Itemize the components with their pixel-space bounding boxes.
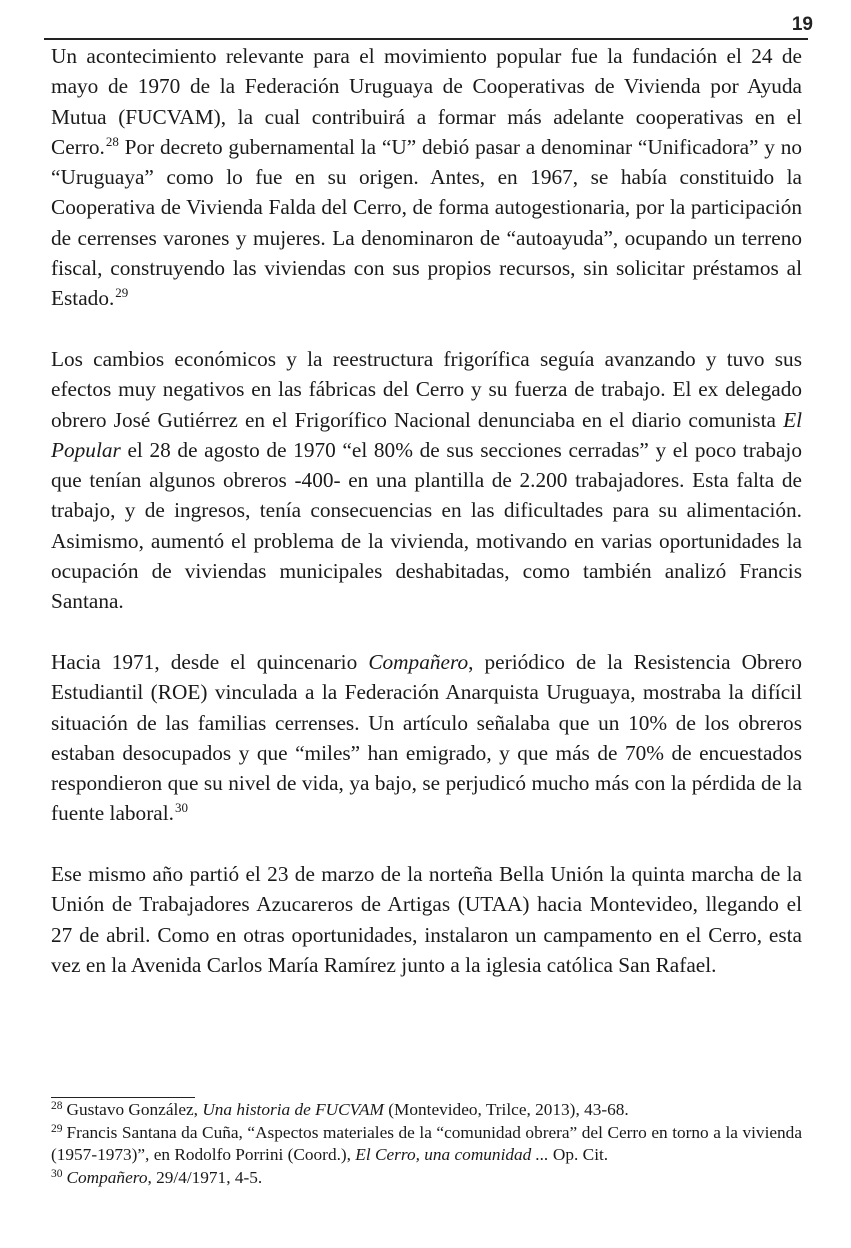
paragraph-1: [51, 41, 802, 314]
text-run: Op. Cit.: [548, 1145, 609, 1164]
publication-title: El Popular: [51, 407, 802, 462]
footnote-ref-28[interactable]: 28: [105, 133, 119, 149]
text-run: el 28 de agosto de 1970 “el 80% de sus secciones cerradas” y el poco trabajo que tenían algunos obreros -400- en una plantilla de 2.200 trabajadores. Esta falta de trabajo, y de ingresos, tenía consecuencias en las dificultades para su alimentación. Asimismo, aumentó el problema de la vivienda, motivando en varias oportunidades la ocupación de viviendas municipales deshabitadas, como también analizó Francis Santana.: [51, 437, 802, 614]
text-run: Gustavo González,: [66, 1100, 203, 1119]
text-run: Los cambios económicos y la reestructura frigorífica seguía avanzando y tuvo sus efectos muy negativos en las fábricas del Cerro y su fuerza de trabajo. El ex delegado obrero José Gutiérrez en el Frigorífico Nacional denunciaba en el diario comunista: [51, 346, 802, 432]
footnote-ref-29[interactable]: 29: [115, 285, 129, 301]
footnote-ref-30[interactable]: 30: [175, 800, 188, 816]
footnote-30: [51, 1167, 802, 1190]
paragraph-4: [51, 859, 802, 980]
text-run: Hacia 1971, desde el quincenario: [51, 649, 369, 674]
footnote-29: [51, 1122, 802, 1167]
footnote-number: 29: [51, 1122, 63, 1135]
publication-title: El Cerro, una comunidad ...: [355, 1145, 549, 1164]
paragraph-3: [51, 647, 802, 829]
paragraph-2: [51, 344, 802, 617]
publication-title: Compañero: [66, 1167, 148, 1187]
text-run: Por decreto gubernamental la “U” debió pasar a denominar “Unificadora” y no “Uruguaya” como lo fue en su origen. Antes, en 1967, se había constituido la Cooperativa de Vivienda Falda del Cerro, de forma autogestionaria, por la participación de cerrenses varones y mujeres. La denominaron de “autoayuda”, ocupando un terreno fiscal, construyendo las viviendas con sus propios recursos, sin solicitar préstamos al Estado.: [51, 134, 802, 311]
header-rule: [44, 38, 808, 40]
publication-title: Compañero: [368, 649, 469, 674]
text-run: , periódico de la Resistencia Obrero Estudiantil (ROE) vinculada a la Federación Anarquista Uruguaya, mostraba la difícil situación de las familias cerrenses. Un artículo señalaba que un 10% de los obreros estaban desocupados y que “miles” han emigrado, y que más de 70% de encuestados respondieron que su nivel de vida, ya bajo, se perjudicó mucho más con la pérdida de la fuente laboral.: [51, 649, 802, 826]
body-text: [51, 41, 802, 980]
page-number: 19: [791, 14, 813, 35]
footnote-number: 28: [51, 1100, 63, 1112]
text-run: Ese mismo año partió el 23 de marzo de la norteña Bella Unión la quinta marcha de la Unión de Trabajadores Azucareros de Artigas (UTAA) hacia Montevideo, llegando el 27 de abril. Como en otras oportunidades, instalaron un campamento en el Cerro, esta vez en la Avenida Carlos María Ramírez junto a la iglesia católica San Rafael.: [51, 862, 802, 977]
footnote-number: 30: [51, 1167, 63, 1180]
footnote-28: [51, 1099, 802, 1122]
publication-title: Una historia de FUCVAM: [202, 1100, 384, 1119]
text-run: Francis Santana da Cuña, “Aspectos materiales de la “comunidad obrera” del Cerro en torno a la vivienda (1957-1973)”, en Rodolfo Porrini (Coord.),: [51, 1122, 802, 1164]
text-run: (Montevideo, Trilce, 2013), 43-68.: [383, 1100, 629, 1119]
text-run: , 29/4/1971, 4-5.: [147, 1167, 263, 1187]
footnote-separator: [51, 1097, 195, 1098]
footnotes: [51, 1099, 802, 1189]
text-run: Un acontecimiento relevante para el movimiento popular fue la fundación el 24 de mayo de 1970 de la Federación Uruguaya de Cooperativas de Vivienda por Ayuda Mutua (FUCVAM), la cual contribuirá a formar más adelante cooperativas en el Cerro.: [51, 44, 802, 159]
